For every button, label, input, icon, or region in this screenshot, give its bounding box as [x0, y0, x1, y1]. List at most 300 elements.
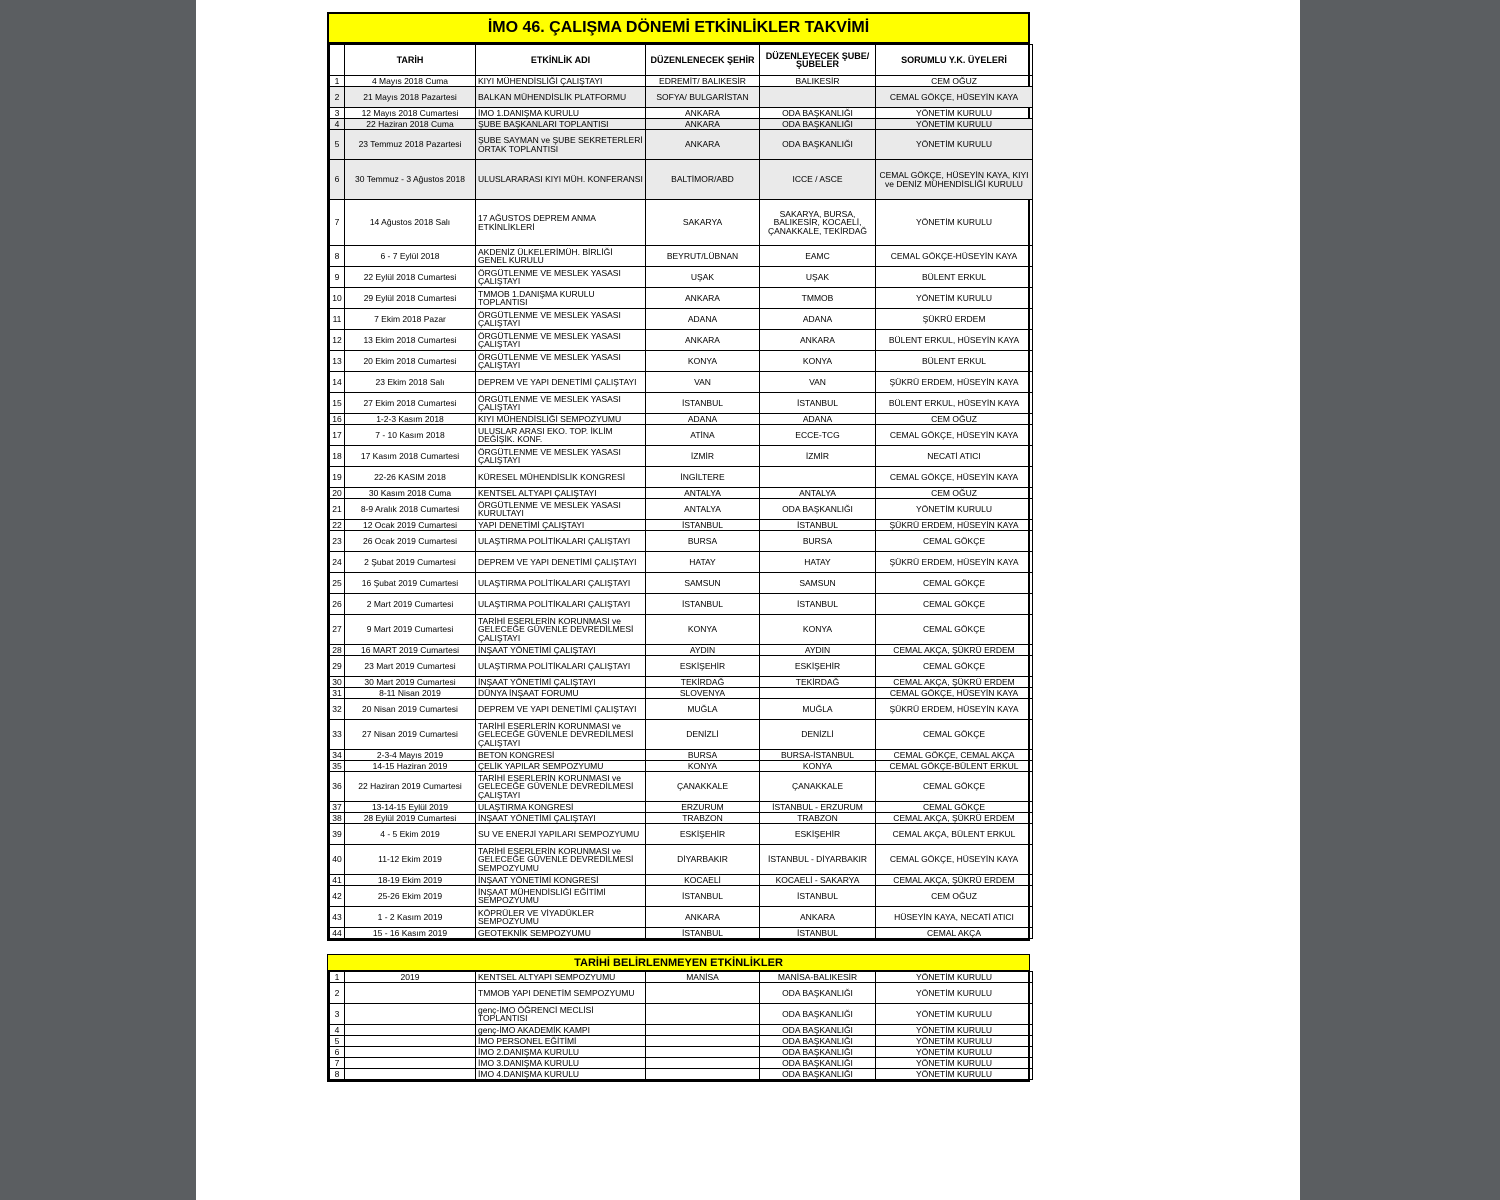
cell-event: İNŞAAT YÖNETİMİ ÇALIŞTAYI — [476, 813, 646, 824]
cell-branch: ODA BAŞKANLIĞI — [760, 119, 876, 130]
cell-no: 15 — [330, 393, 345, 414]
cell-branch: DENİZLİ — [760, 720, 876, 750]
cell-no: 12 — [330, 330, 345, 351]
table-row — [330, 907, 1033, 928]
undated-events-table — [329, 971, 1033, 1080]
cell-no: 42 — [330, 886, 345, 907]
cell-event: ULAŞTIRMA POLİTİKALARI ÇALIŞTAYI — [476, 573, 646, 594]
cell-no: 38 — [330, 813, 345, 824]
table-row — [330, 130, 1033, 160]
cell-responsible: CEMAL GÖKÇE-HÜSEYİN KAYA — [876, 246, 1033, 267]
cell-branch: ODA BAŞKANLIĞI — [760, 130, 876, 160]
cell-date: 14 Ağustos 2018 Salı — [345, 200, 476, 246]
table-row — [330, 119, 1033, 130]
table-row — [330, 615, 1033, 645]
cell-responsible: CEMAL GÖKÇE — [876, 594, 1033, 615]
cell-branch: UŞAK — [760, 267, 876, 288]
cell-branch: KONYA — [760, 351, 876, 372]
cell-no: 40 — [330, 845, 345, 875]
cell-date: 2019 — [345, 972, 476, 983]
cell-event: TARİHİ ESERLERİN KORUNMASI ve GELECEĞE GÜVENLE DEVREDİLMESİ ÇALIŞTAYI — [476, 772, 646, 802]
cell-event: ÖRGÜTLENME VE MESLEK YASASI ÇALIŞTAYI — [476, 309, 646, 330]
cell-branch: ODA BAŞKANLIĞI — [760, 983, 876, 1004]
cell-city: ATİNA — [646, 425, 760, 446]
cell-event: İMO 1.DANIŞMA KURULU — [476, 108, 646, 119]
cell-no: 31 — [330, 688, 345, 699]
cell-no: 21 — [330, 499, 345, 520]
cell-branch: ODA BAŞKANLIĞI — [760, 499, 876, 520]
cell-city: SAMSUN — [646, 573, 760, 594]
cell-city: İSTANBUL — [646, 520, 760, 531]
cell-event: ÖRGÜTLENME VE MESLEK YASASI ÇALIŞTAYI — [476, 446, 646, 467]
cell-no: 2 — [330, 983, 345, 1004]
table-row — [330, 372, 1033, 393]
table-row — [330, 594, 1033, 615]
cell-city — [646, 1058, 760, 1069]
cell-city: MANİSA — [646, 972, 760, 983]
cell-branch: ODA BAŞKANLIĞI — [760, 1047, 876, 1058]
events-body — [330, 76, 1033, 939]
cell-branch: BURSA — [760, 531, 876, 552]
header-date: TARİH — [345, 45, 476, 76]
cell-responsible: CEMAL GÖKÇE, HÜSEYİN KAYA — [876, 845, 1033, 875]
cell-no: 41 — [330, 875, 345, 886]
cell-responsible: YÖNETİM KURULU — [876, 108, 1033, 119]
cell-date: 22-26 KASIM 2018 — [345, 467, 476, 488]
cell-city: ADANA — [646, 309, 760, 330]
cell-date: 1 - 2 Kasım 2019 — [345, 907, 476, 928]
cell-responsible: CEM OĞUZ — [876, 76, 1033, 87]
cell-city: MUĞLA — [646, 699, 760, 720]
cell-event: ULAŞTIRMA POLİTİKALARI ÇALIŞTAYI — [476, 656, 646, 677]
cell-event: genç-İMO AKADEMİK KAMPI — [476, 1025, 646, 1036]
cell-date: 15 - 16 Kasım 2019 — [345, 928, 476, 939]
cell-responsible: YÖNETİM KURULU — [876, 288, 1033, 309]
table-row — [330, 573, 1033, 594]
cell-event: İNŞAAT MÜHENDİSLİĞİ EĞİTİMİ SEMPOZYUMU — [476, 886, 646, 907]
cell-event: ŞUBE BAŞKANLARI TOPLANTISI — [476, 119, 646, 130]
cell-no: 16 — [330, 414, 345, 425]
cell-date — [345, 1047, 476, 1058]
table-row — [330, 875, 1033, 886]
table-row — [330, 520, 1033, 531]
cell-event: KIYI MÜHENDİSLİĞİ ÇALIŞTAYI — [476, 76, 646, 87]
cell-no: 22 — [330, 520, 345, 531]
cell-city — [646, 1025, 760, 1036]
cell-branch: ANKARA — [760, 907, 876, 928]
cell-responsible: YÖNETİM KURULU — [876, 200, 1033, 246]
cell-branch: ODA BAŞKANLIĞI — [760, 1036, 876, 1047]
cell-event: ULAŞTIRMA POLİTİKALARI ÇALIŞTAYI — [476, 594, 646, 615]
cell-date — [345, 1025, 476, 1036]
cell-event: ÖRGÜTLENME VE MESLEK YASASI ÇALIŞTAYI — [476, 330, 646, 351]
cell-responsible: CEMAL AKÇA, ŞÜKRÜ ERDEM — [876, 645, 1033, 656]
header-branch: DÜZENLEYECEK ŞUBE/ ŞUBELER — [760, 45, 876, 76]
table-row — [330, 87, 1033, 108]
cell-date: 28 Eylül 2019 Cumartesi — [345, 813, 476, 824]
cell-date: 30 Kasım 2018 Cuma — [345, 488, 476, 499]
cell-no: 9 — [330, 267, 345, 288]
cell-event: KÜRESEL MÜHENDİSLİK KONGRESİ — [476, 467, 646, 488]
cell-no: 43 — [330, 907, 345, 928]
cell-city: ANKARA — [646, 330, 760, 351]
cell-date — [345, 1036, 476, 1047]
calendar-document — [327, 12, 1030, 1082]
cell-date: 7 - 10 Kasım 2018 — [345, 425, 476, 446]
cell-city: ANKARA — [646, 130, 760, 160]
table-row — [330, 813, 1033, 824]
cell-branch: SAMSUN — [760, 573, 876, 594]
cell-responsible: CEMAL GÖKÇE — [876, 772, 1033, 802]
cell-no: 24 — [330, 552, 345, 573]
table-row — [330, 750, 1033, 761]
cell-city — [646, 1004, 760, 1025]
cell-date: 26 Ocak 2019 Cumartesi — [345, 531, 476, 552]
cell-branch: İSTANBUL - DİYARBAKIR — [760, 845, 876, 875]
events-table — [329, 44, 1033, 939]
cell-responsible: YÖNETİM KURULU — [876, 119, 1033, 130]
cell-city: VAN — [646, 372, 760, 393]
cell-no: 3 — [330, 108, 345, 119]
cell-event: BALKAN MÜHENDİSLİK PLATFORMU — [476, 87, 646, 108]
cell-date: 22 Eylül 2018 Cumartesi — [345, 267, 476, 288]
cell-date: 30 Mart 2019 Cumartesi — [345, 677, 476, 688]
cell-no: 3 — [330, 1004, 345, 1025]
cell-responsible: BÜLENT ERKUL — [876, 267, 1033, 288]
table-row — [330, 200, 1033, 246]
table-row — [330, 414, 1033, 425]
cell-date: 1-2-3 Kasım 2018 — [345, 414, 476, 425]
cell-city: SOFYA/ BULGARİSTAN — [646, 87, 760, 108]
cell-branch: İSTANBUL — [760, 594, 876, 615]
cell-no: 19 — [330, 467, 345, 488]
cell-branch: İSTANBUL — [760, 886, 876, 907]
cell-event: TARİHİ ESERLERİN KORUNMASI ve GELECEĞE GÜVENLE DEVREDİLMESİ ÇALIŞTAYI — [476, 615, 646, 645]
table-row — [330, 267, 1033, 288]
cell-branch: İSTANBUL — [760, 393, 876, 414]
cell-city: ADANA — [646, 414, 760, 425]
cell-event: TMMOB YAPI DENETİM SEMPOZYUMU — [476, 983, 646, 1004]
cell-responsible: CEMAL GÖKÇE-BÜLENT ERKUL — [876, 761, 1033, 772]
cell-responsible: YÖNETİM KURULU — [876, 972, 1033, 983]
cell-responsible: ŞÜKRÜ ERDEM, HÜSEYİN KAYA — [876, 520, 1033, 531]
cell-event: İMO 3.DANIŞMA KURULU — [476, 1058, 646, 1069]
cell-responsible: CEMAL GÖKÇE — [876, 802, 1033, 813]
cell-responsible: CEMAL GÖKÇE — [876, 573, 1033, 594]
cell-responsible: CEMAL GÖKÇE — [876, 656, 1033, 677]
cell-branch: ADANA — [760, 309, 876, 330]
cell-event: YAPI DENETİMİ ÇALIŞTAYI — [476, 520, 646, 531]
table-row — [330, 393, 1033, 414]
cell-event: İNŞAAT YÖNETİMİ ÇALIŞTAYI — [476, 645, 646, 656]
cell-date: 20 Ekim 2018 Cumartesi — [345, 351, 476, 372]
cell-date: 13-14-15 Eylül 2019 — [345, 802, 476, 813]
cell-city: KOCAELİ — [646, 875, 760, 886]
cell-event: TMMOB 1.DANIŞMA KURULU TOPLANTISI — [476, 288, 646, 309]
cell-event: GEOTEKNİK SEMPOZYUMU — [476, 928, 646, 939]
cell-no: 35 — [330, 761, 345, 772]
cell-responsible: CEMAL GÖKÇE, CEMAL AKÇA — [876, 750, 1033, 761]
table-row — [330, 108, 1033, 119]
table-row — [330, 772, 1033, 802]
cell-branch: KOCAELİ - SAKARYA — [760, 875, 876, 886]
cell-no: 17 — [330, 425, 345, 446]
cell-city: BEYRUT/LÜBNAN — [646, 246, 760, 267]
table-row — [330, 699, 1033, 720]
cell-no: 1 — [330, 972, 345, 983]
cell-branch: ESKİŞEHİR — [760, 824, 876, 845]
table-row — [330, 351, 1033, 372]
cell-no: 6 — [330, 160, 345, 200]
cell-city: İSTANBUL — [646, 928, 760, 939]
cell-responsible: YÖNETİM KURULU — [876, 130, 1033, 160]
cell-branch: İSTANBUL — [760, 520, 876, 531]
cell-branch: ADANA — [760, 414, 876, 425]
table-row — [330, 467, 1033, 488]
cell-branch: İZMİR — [760, 446, 876, 467]
cell-city: UŞAK — [646, 267, 760, 288]
cell-city — [646, 1069, 760, 1080]
table-row — [330, 309, 1033, 330]
cell-responsible: CEMAL GÖKÇE, HÜSEYİN KAYA, KIYI ve DENİZ MÜHENDİSLİĞİ KURULU — [876, 160, 1033, 200]
cell-responsible: ŞÜKRÜ ERDEM, HÜSEYİN KAYA — [876, 699, 1033, 720]
cell-date: 17 Kasım 2018 Cumartesi — [345, 446, 476, 467]
undated-table-row — [330, 1058, 1033, 1069]
cell-responsible: CEMAL GÖKÇE, HÜSEYİN KAYA — [876, 87, 1033, 108]
cell-branch: MANİSA-BALIKESİR — [760, 972, 876, 983]
cell-responsible: YÖNETİM KURULU — [876, 499, 1033, 520]
cell-event: DEPREM VE YAPI DENETİMİ ÇALIŞTAYI — [476, 699, 646, 720]
cell-date: 22 Haziran 2019 Cumartesi — [345, 772, 476, 802]
cell-event: İMO 4.DANIŞMA KURULU — [476, 1069, 646, 1080]
cell-date: 7 Ekim 2018 Pazar — [345, 309, 476, 330]
cell-no: 11 — [330, 309, 345, 330]
undated-table-row — [330, 1004, 1033, 1025]
cell-event: ULAŞTIRMA KONGRESİ — [476, 802, 646, 813]
undated-table-row — [330, 1025, 1033, 1036]
cell-branch: EAMC — [760, 246, 876, 267]
cell-branch: ODA BAŞKANLIĞI — [760, 1025, 876, 1036]
cell-city: İZMİR — [646, 446, 760, 467]
table-row — [330, 688, 1033, 699]
cell-branch: BALIKESİR — [760, 76, 876, 87]
cell-branch: TEKİRDAĞ — [760, 677, 876, 688]
cell-date: 6 - 7 Eylül 2018 — [345, 246, 476, 267]
cell-date: 12 Mayıs 2018 Cumartesi — [345, 108, 476, 119]
cell-responsible: CEM OĞUZ — [876, 414, 1033, 425]
cell-no: 23 — [330, 531, 345, 552]
cell-no: 33 — [330, 720, 345, 750]
table-row — [330, 720, 1033, 750]
cell-branch: AYDIN — [760, 645, 876, 656]
cell-no: 4 — [330, 119, 345, 130]
table-row — [330, 76, 1033, 87]
cell-responsible: YÖNETİM KURULU — [876, 1004, 1033, 1025]
cell-no: 20 — [330, 488, 345, 499]
cell-event: ÖRGÜTLENME VE MESLEK YASASI KURULTAYI — [476, 499, 646, 520]
cell-date: 11-12 Ekim 2019 — [345, 845, 476, 875]
cell-responsible: CEMAL AKÇA, ŞÜKRÜ ERDEM — [876, 677, 1033, 688]
cell-branch — [760, 688, 876, 699]
cell-branch: ODA BAŞKANLIĞI — [760, 1004, 876, 1025]
cell-event: DÜNYA İNŞAAT FORUMU — [476, 688, 646, 699]
cell-branch: ECCE-TCG — [760, 425, 876, 446]
cell-responsible: YÖNETİM KURULU — [876, 1069, 1033, 1080]
cell-date: 23 Mart 2019 Cumartesi — [345, 656, 476, 677]
cell-event: 17 AĞUSTOS DEPREM ANMA ETKİNLİKLERİ — [476, 200, 646, 246]
cell-no: 13 — [330, 351, 345, 372]
cell-responsible: ŞÜKRÜ ERDEM — [876, 309, 1033, 330]
table-row — [330, 246, 1033, 267]
cell-city: DİYARBAKIR — [646, 845, 760, 875]
cell-branch: İSTANBUL — [760, 928, 876, 939]
cell-event: TARİHİ ESERLERİN KORUNMASI ve GELECEĞE GÜVENLE DEVREDİLMESİ SEMPOZYUMU — [476, 845, 646, 875]
undated-table-row — [330, 1047, 1033, 1058]
cell-city: İSTANBUL — [646, 393, 760, 414]
cell-no: 25 — [330, 573, 345, 594]
undated-events-body — [330, 972, 1033, 1080]
header-city: DÜZENLENECEK ŞEHİR — [646, 45, 760, 76]
cell-no: 28 — [330, 645, 345, 656]
cell-event: ÖRGÜTLENME VE MESLEK YASASI ÇALIŞTAYI — [476, 393, 646, 414]
cell-city: ESKİŞEHİR — [646, 824, 760, 845]
cell-date: 2-3-4 Mayıs 2019 — [345, 750, 476, 761]
cell-no: 27 — [330, 615, 345, 645]
cell-city: DENİZLİ — [646, 720, 760, 750]
cell-branch: ANKARA — [760, 330, 876, 351]
cell-no: 8 — [330, 246, 345, 267]
cell-date: 18-19 Ekim 2019 — [345, 875, 476, 886]
cell-date: 25-26 Ekim 2019 — [345, 886, 476, 907]
cell-date: 2 Şubat 2019 Cumartesi — [345, 552, 476, 573]
main-table-frame — [327, 44, 1030, 941]
undated-table-row — [330, 1036, 1033, 1047]
cell-branch: HATAY — [760, 552, 876, 573]
cell-branch: BURSA-İSTANBUL — [760, 750, 876, 761]
cell-city: ERZURUM — [646, 802, 760, 813]
cell-branch: ODA BAŞKANLIĞI — [760, 108, 876, 119]
cell-no: 30 — [330, 677, 345, 688]
table-row — [330, 488, 1033, 499]
cell-branch: KONYA — [760, 615, 876, 645]
cell-date — [345, 1069, 476, 1080]
cell-date — [345, 1004, 476, 1025]
table-row — [330, 446, 1033, 467]
cell-responsible: YÖNETİM KURULU — [876, 983, 1033, 1004]
cell-date: 12 Ocak 2019 Cumartesi — [345, 520, 476, 531]
table-row — [330, 160, 1033, 200]
table-row — [330, 928, 1033, 939]
cell-city: KONYA — [646, 761, 760, 772]
cell-responsible: CEMAL GÖKÇE, HÜSEYİN KAYA — [876, 467, 1033, 488]
cell-branch: İSTANBUL - ERZURUM — [760, 802, 876, 813]
table-row — [330, 531, 1033, 552]
cell-date: 8-11 Nisan 2019 — [345, 688, 476, 699]
cell-responsible: CEMAL GÖKÇE — [876, 531, 1033, 552]
cell-city: BURSA — [646, 531, 760, 552]
cell-event: ÇELİK YAPILAR SEMPOZYUMU — [476, 761, 646, 772]
cell-city: İNGİLTERE — [646, 467, 760, 488]
undated-table-row — [330, 1069, 1033, 1080]
cell-responsible: NECATİ ATICI — [876, 446, 1033, 467]
cell-no: 7 — [330, 200, 345, 246]
cell-event: ÖRGÜTLENME VE MESLEK YASASI ÇALIŞTAYI — [476, 351, 646, 372]
cell-responsible: YÖNETİM KURULU — [876, 1036, 1033, 1047]
cell-event: ULUSLAR ARASI EKO. TOP. İKLİM DEĞİŞİK. KONF. — [476, 425, 646, 446]
cell-responsible: CEM OĞUZ — [876, 488, 1033, 499]
cell-responsible: YÖNETİM KURULU — [876, 1058, 1033, 1069]
cell-city: ANKARA — [646, 108, 760, 119]
cell-city: EDREMİT/ BALIKESİR — [646, 76, 760, 87]
cell-responsible: YÖNETİM KURULU — [876, 1025, 1033, 1036]
cell-city: KONYA — [646, 615, 760, 645]
cell-no: 34 — [330, 750, 345, 761]
cell-city: BURSA — [646, 750, 760, 761]
cell-event: İNŞAAT YÖNETİMİ KONGRESİ — [476, 875, 646, 886]
cell-date: 2 Mart 2019 Cumartesi — [345, 594, 476, 615]
cell-event: ULUSLARARASI KIYI MÜH. KONFERANSI — [476, 160, 646, 200]
cell-city — [646, 1047, 760, 1058]
cell-no: 6 — [330, 1047, 345, 1058]
cell-no: 29 — [330, 656, 345, 677]
cell-responsible: BÜLENT ERKUL, HÜSEYİN KAYA — [876, 393, 1033, 414]
cell-date: 27 Ekim 2018 Cumartesi — [345, 393, 476, 414]
cell-event: ŞUBE SAYMAN ve ŞUBE SEKRETERLERİ ORTAK TOPLANTISI — [476, 130, 646, 160]
cell-city: SAKARYA — [646, 200, 760, 246]
cell-city: TRABZON — [646, 813, 760, 824]
table-row — [330, 677, 1033, 688]
cell-date: 4 - 5 Ekim 2019 — [345, 824, 476, 845]
cell-date: 22 Haziran 2018 Cuma — [345, 119, 476, 130]
cell-branch: ANTALYA — [760, 488, 876, 499]
cell-no: 2 — [330, 87, 345, 108]
cell-no: 36 — [330, 772, 345, 802]
cell-responsible: CEMAL GÖKÇE — [876, 615, 1033, 645]
cell-no: 1 — [330, 76, 345, 87]
cell-city: ANKARA — [646, 119, 760, 130]
cell-date: 16 MART 2019 Cumartesi — [345, 645, 476, 656]
cell-branch: ICCE / ASCE — [760, 160, 876, 200]
cell-responsible: CEMAL AKÇA, ŞÜKRÜ ERDEM — [876, 875, 1033, 886]
table-row — [330, 499, 1033, 520]
cell-branch: ÇANAKKALE — [760, 772, 876, 802]
cell-event: KENTSEL ALTYAPI ÇALIŞTAYI — [476, 488, 646, 499]
cell-branch: TMMOB — [760, 288, 876, 309]
cell-event: İMO 2.DANIŞMA KURULU — [476, 1047, 646, 1058]
cell-responsible: HÜSEYİN KAYA, NECATİ ATICI — [876, 907, 1033, 928]
cell-event: TARİHİ ESERLERİN KORUNMASI ve GELECEĞE GÜVENLE DEVREDİLMESİ ÇALIŞTAYI — [476, 720, 646, 750]
cell-event: AKDENİZ ÜLKELERİMÜH. BİRLİĞİ GENEL KURULU — [476, 246, 646, 267]
cell-no: 7 — [330, 1058, 345, 1069]
cell-date — [345, 1058, 476, 1069]
cell-event: SU VE ENERJİ YAPILARI SEMPOZYUMU — [476, 824, 646, 845]
cell-city: BALTİMOR/ABD — [646, 160, 760, 200]
cell-city: ESKİŞEHİR — [646, 656, 760, 677]
cell-city: ANTALYA — [646, 488, 760, 499]
cell-no: 14 — [330, 372, 345, 393]
cell-responsible: ŞÜKRÜ ERDEM, HÜSEYİN KAYA — [876, 552, 1033, 573]
table-row — [330, 645, 1033, 656]
cell-branch: SAKARYA, BURSA, BALIKESİR, KOCAELİ, ÇANAKKALE, TEKİRDAĞ — [760, 200, 876, 246]
cell-no: 4 — [330, 1025, 345, 1036]
cell-city: ANKARA — [646, 288, 760, 309]
cell-no: 39 — [330, 824, 345, 845]
cell-event: DEPREM VE YAPI DENETİMİ ÇALIŞTAYI — [476, 552, 646, 573]
cell-date: 29 Eylül 2018 Cumartesi — [345, 288, 476, 309]
cell-event: İMO PERSONEL EĞİTİMİ — [476, 1036, 646, 1047]
table-row — [330, 552, 1033, 573]
document-title: İMO 46. ÇALIŞMA DÖNEMİ ETKİNLİKLER TAKVİMİ — [327, 12, 1030, 44]
